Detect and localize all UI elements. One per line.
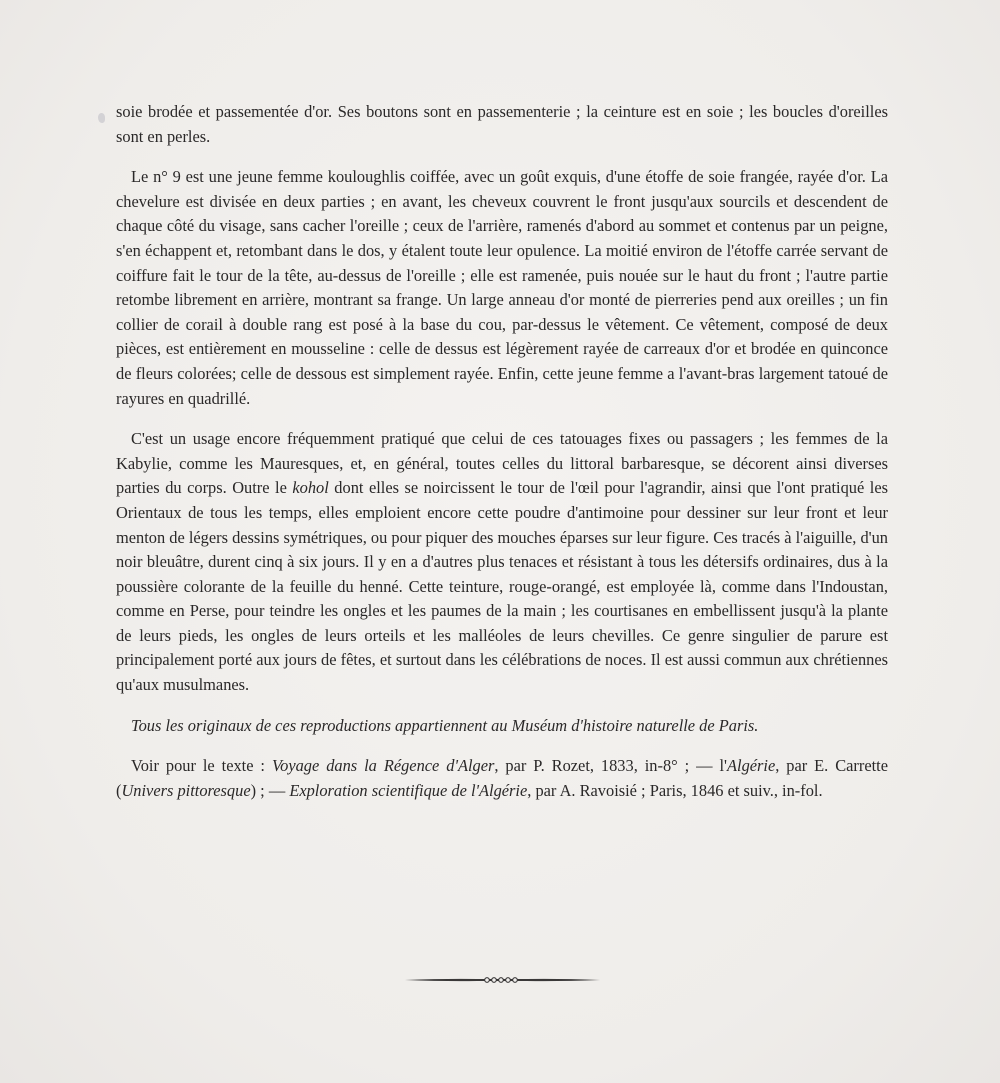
paragraph-3-part-a: C'est un usage encore fréquemment pratiqué que celui de ces tatouages fixes ou passagers ; les femmes de la Kabylie, comme les Mauresques, et, en général, toutes celles du littoral barbaresque, se décorent ainsi diverses parties du corps. Outre le [116, 429, 888, 498]
paragraph-3-part-b: dont elles se noircissent le tour de l'œil pour l'agrandir, ainsi que l'ont pratiqué les Orientaux de tous les temps, elles emploient encore cette poudre d'antimoine pour dessiner sur leur front et leur menton de légers dessins symétriques, ou pour piquer des mouches éparses sur leur figure. Ces tracés à l'aiguille, d'un noir bleuâtre, durent cinq à six jours. Il y en a d'autres plus tenaces et résistant à tous les détersifs ordinaires, dus à la poussière colorante de la feuille du henné. Cette teinture, rouge-orangé, est employée là, comme dans l'Indoustan, comme en Perse, pour teindre les ongles et les paumes de la main ; les courtisanes en embellissent jusqu'à la plante de leurs pieds, les ongles de leurs orteils et les malléoles de leurs chevilles. Ce genre singulier de parure est principalement porté aux jours de fêtes, et surtout dans les célébrations de noces. Il est aussi commun aux chrétiennes qu'aux musulmanes. [116, 478, 888, 695]
references-after-4: , par A. Ravoisié ; Paris, 1846 et suiv., in-fol. [527, 780, 823, 800]
references-after-3: ) ; — [250, 780, 290, 800]
references [116, 754, 888, 803]
reference-title-2: Algérie [727, 756, 776, 776]
paragraph-2: Le n° 9 est une jeune femme kouloughlis coiffée, avec un goût exquis, d'une étoffe de soie frangée, rayée d'or. La chevelure est divisée en deux parties ; en avant, les cheveux couvrent le front jusqu'aux sourcils et descendent de chaque côté du visage, sans cacher l'oreille ; ceux de l'arrière, ramenés d'abord au sommet et contenus par un peigne, s'en échappent et, retombant dans le dos, y étalent toute leur opulence. La moitié environ de l'étoffe carrée servant de coiffure fait le tour de la tête, au-dessus de l'oreille ; elle est ramenée, puis nouée sur le haut du front ; l'autre partie retombe librement en arrière, montrant sa frange. Un large anneau d'or monté de pierreries pend aux oreilles ; un fin collier de corail à double rang est posé à la base du cou, par-dessus le vêtement. Ce vêtement, composé de deux pièces, est entièrement en mousseline : celle de dessus est légèrement rayée de carreaux d'or et brodée en quinconce de fleurs colorées; celle de dessous est simplement rayée. Enfin, cette jeune femme a l'avant-bras largement tatoué de rayures en quadrillé. [116, 167, 888, 408]
reference-title-4: Exploration scientifique de l'Algérie [289, 780, 528, 800]
tailpiece-ornament-icon [405, 973, 600, 987]
paper-speck [98, 113, 105, 123]
body-text [116, 100, 888, 803]
paragraph-3 [116, 427, 888, 698]
references-after-1: , par P. Rozet, 1833, in-8° ; — l' [494, 756, 727, 776]
references-lead: Voir pour le texte : [131, 756, 272, 776]
reference-title-3: Univers pittoresque [121, 780, 251, 800]
kohol-term: kohol [292, 478, 329, 498]
museum-note: Tous les originaux de ces reproductions appartiennent au Muséum d'histoire naturelle de Paris. [131, 715, 759, 735]
paragraph-1: soie brodée et passementée d'or. Ses boutons sont en passementerie ; la ceinture est en soie ; les boucles d'oreilles sont en perles. [116, 102, 888, 146]
reference-title-1: Voyage dans la Régence d'Alger [271, 756, 495, 776]
references-after-2: , par E. Carrette ( [116, 756, 889, 800]
